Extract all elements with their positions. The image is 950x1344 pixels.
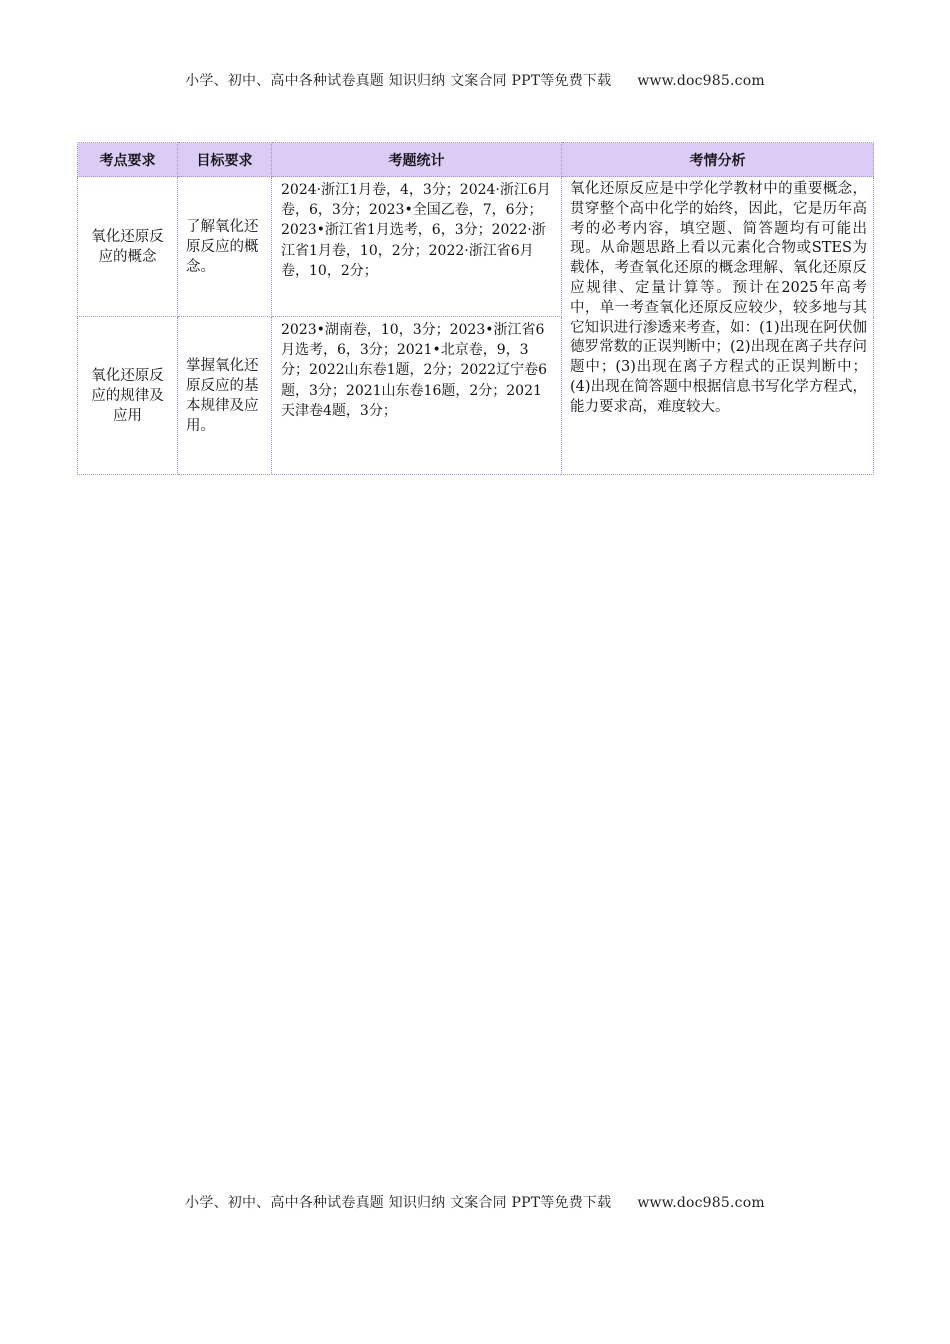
column-header-goal: 目标要求 <box>178 143 272 177</box>
exam-point-cell: 氧化还原反应的概念 <box>78 177 178 317</box>
table-row <box>78 177 874 317</box>
stats-cell: 2023•湖南卷，10，3分；2023•浙江省6月选考，6，3分；2021•北京卷，9，3分；2022山东卷1题，2分；2022辽宁卷6题，3分；2021山东卷16题，2分；2021天津卷4题，3分； <box>272 317 562 475</box>
stats-cell: 2024·浙江1月卷，4，3分；2024·浙江6月卷，6，3分；2023•全国乙卷，7，6分；2023•浙江省1月选考，6，3分；2022·浙江省1月卷，10，2分；2022·浙江省6月卷，10，2分； <box>272 177 562 317</box>
page-header <box>0 70 950 90</box>
footer-text: 小学、初中、高中各种试卷真题 知识归纳 文案合同 PPT等免费下载 <box>185 1195 612 1211</box>
analysis-cell: 氧化还原反应是中学化学教材中的重要概念，贯穿整个高中化学的始终，因此，它是历年高考的必考内容，填空题、简答题均有可能出现。从命题思路上看以元素化合物或STES为载体，考查氧化还原的概念理解、氧化还原反应规律、定量计算等。预计在2025年高考中，单一考查氧化还原反应较少，较多地与其它知识进行渗透来考查，如：(1)出现在阿伏伽德罗常数的正误判断中；(2)出现在离子共存问题中；(3)出现在离子方程式的正误判断中；(4)出现在简答题中根据信息书写化学方程式，能力要求高，难度较大。 <box>562 177 874 475</box>
column-header-analysis: 考情分析 <box>562 143 874 177</box>
header-text: 小学、初中、高中各种试卷真题 知识归纳 文案合同 PPT等免费下载 <box>185 73 612 89</box>
header-site-link[interactable]: www.doc985.com <box>637 73 765 89</box>
exam-analysis-table <box>77 142 874 475</box>
table-header-row <box>78 143 874 177</box>
column-header-stats: 考题统计 <box>272 143 562 177</box>
footer-site-link[interactable]: www.doc985.com <box>637 1195 765 1211</box>
exam-point-cell: 氧化还原反应的规律及应用 <box>78 317 178 475</box>
goal-cell: 了解氧化还原反应的概念。 <box>178 177 272 317</box>
goal-cell: 掌握氧化还原反应的基本规律及应用。 <box>178 317 272 475</box>
page-footer <box>0 1192 950 1212</box>
column-header-point: 考点要求 <box>78 143 178 177</box>
